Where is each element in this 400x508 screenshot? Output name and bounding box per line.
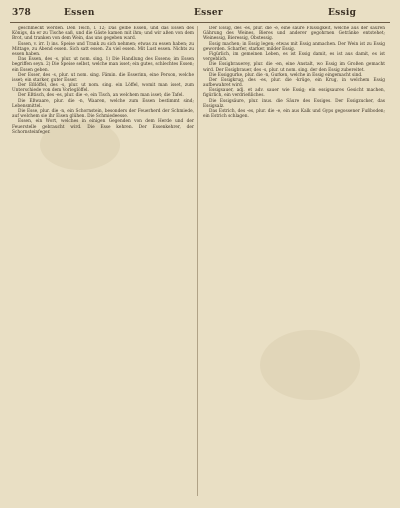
running-head-left: Essen (64, 8, 95, 18)
dictionary-entry: Essigsauer, adj. et adv. sauer wie Essig; ein essigsaures Gesicht machen, figürlich, ein verdrießliches. (203, 88, 385, 99)
running-head-right: Essig (328, 8, 357, 18)
right-column (203, 26, 385, 498)
running-head-center: Esser (194, 8, 223, 18)
dictionary-entry: Der Eßlöffel, des -s, plur. ut nom. sing. ein Löffel, womit man isset, zum Unterschiede von dem Vorleglöffel. (12, 83, 194, 94)
column-divider (197, 26, 198, 496)
dictionary-entry: geschmeckt werden. Den Teich, l. 12; Das gelbe Essen, und das Essen des Königs, da er zu Tische saß, und die Gäste kamen mit ihm; und wir aßen von dem Brot, und tranken von dem Wein, das uns gegeben ward. (12, 26, 194, 42)
dictionary-entry: Die Esse, plur. die -n, ein Schornstein, besonders der Feuerherd der Schmiede, auf welchem sie ihr Eisen glühen. Die Schmiedeesse. (12, 109, 194, 120)
dictionary-entry: Essig machen; in Essig legen; etwas mit Essig anmachen. Der Wein ist zu Essig geworden. Scharfer, starker, milder Essig. (203, 41, 385, 52)
left-column (12, 26, 194, 498)
dictionary-entry: Figürlich, im gemeinen Leben, es ist Essig damit, es ist aus damit, es ist vergeblich. (203, 51, 385, 63)
dictionary-entry: Das Essen, des -s, plur. ut nom. sing. 1) Die Handlung des Essens; im Essen begriffen seyn. 2) Die Speise selbst, welche man isset; ein gutes, schlechtes Essen; ein Essen geben. (12, 57, 194, 73)
dictionary-entry: Die Eßwaare, plur. die -n, Waaren, welche zum Essen bestimmt sind; Lebensmittel. (12, 98, 194, 109)
dictionary-entry: Die Essigbrauerey, plur. die -en, eine Anstalt, wo Essig im Großen gemacht wird. Der Essigbrauer, des -s, plur. ut nom. sing. der den Essig zubereitet. (203, 62, 385, 73)
dictionary-entry: Der Essig, des -es, plur. die -e, eine saure Flüssigkeit, welche aus der sauren Gährung des Weines, Bieres und anderer gegohrnen Getränke entstehet; Weinessig, Bieressig, Obstessig. (203, 26, 385, 42)
dictionary-entry: Der Eßtisch, des -es, plur. die -e, ein Tisch, an welchem man isset; die Tafel. (18, 93, 184, 99)
header-rule (10, 22, 390, 23)
dictionary-entry: Essen, v. irr. I) ins. Speise und Trank zu sich nehmen; etwas zu essen haben; zu Mittage, zu Abend essen. Sich satt essen. Zu viel essen. Mit Lust essen. Nichts zu essen haben. (12, 41, 194, 57)
dictionary-entry: Essen, ein Wort, welches in einigen Gegenden von dem Herde und der Feuerstelle gebraucht wird. Die Esse kehren. Der Essenkehrer, der Schornsteinfeger. (12, 119, 194, 135)
page-header (10, 6, 388, 22)
page-number: 378 (12, 8, 31, 18)
dictionary-entry: Das Estrich, des -es, plur. die -e, ein aus Kalk und Gyps gegossener Fußboden; ein Estrich schlagen. (203, 109, 385, 120)
dictionary-entry: Der Essigkrug, des -es, plur. die -krüge, ein Krug, in welchem Essig aufbewahret wird. (203, 77, 385, 89)
dictionary-entry: Der Esser, des -s, plur. ut nom. sing. Fämin. die Esserinn, eine Person, welche isset; ein starker, guter Esser. (12, 72, 194, 83)
dictionary-entry: Die Essigsäure, plur. inus. die Säure des Essiges. Der Essigzucker, das Essigsalz. (203, 98, 385, 109)
dictionary-entry: Die Essiggurke, plur. die -n, Gurken, welche in Essig eingemacht sind. (209, 72, 363, 78)
